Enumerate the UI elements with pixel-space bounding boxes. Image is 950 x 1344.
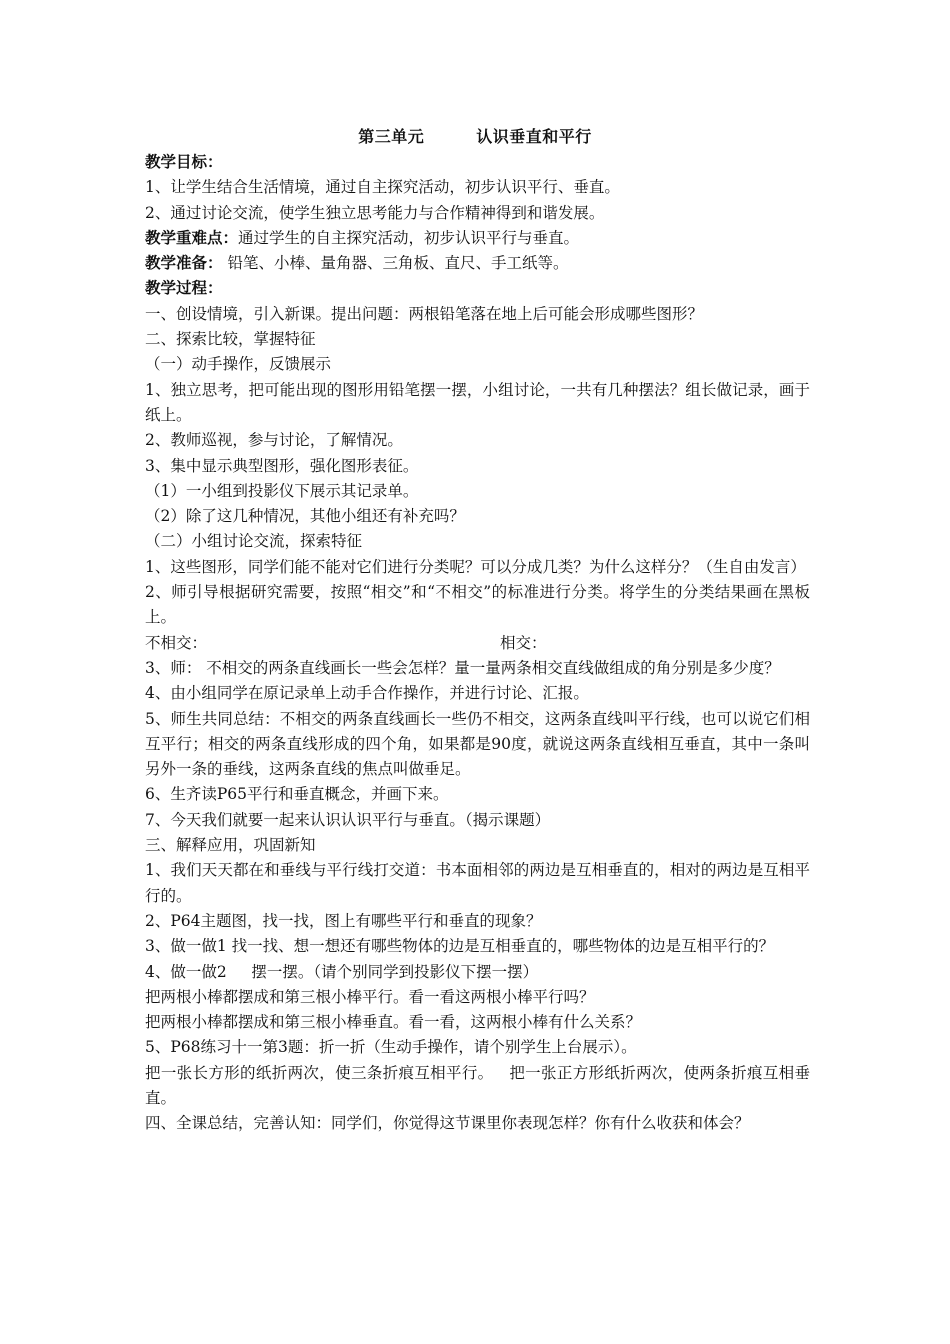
paragraph: 7、今天我们就要一起来认识认识平行与垂直。（揭示课题）	[145, 810, 551, 829]
section-heading: 二、探索比较，掌握特征	[145, 330, 316, 349]
paragraph: 一、创设情境，引入新课。提出问题：两根铅笔落在地上后可能会形成哪些图形？	[145, 304, 704, 323]
paragraph: 1、这些图形，同学们能不能对它们进行分类呢？可以分成几类？为什么这样分？（生自由发言）	[145, 557, 806, 576]
goals-heading: 教学目标：	[145, 153, 223, 171]
paragraph: 1、独立思考，把可能出现的图形用铅笔摆一摆，小组讨论，一共有几种摆法？组长做记录，画于纸上。	[145, 380, 810, 424]
unit-label: 第三单元	[358, 127, 425, 146]
paragraph: 2、师引导根据研究需要，按照“相交”和“不相交”的标准进行分类。将学生的分类结果画在黑板上。	[145, 583, 810, 627]
paragraph: 4、做一做2 摆一摆。（请个别同学到投影仪下摆一摆）	[145, 962, 539, 981]
paragraph: （2）除了这几种情况，其他小组还有补充吗？	[145, 507, 465, 526]
paragraph: 5、P68练习十一第3题：折一折（生动手操作，请个别学生上台展示）。	[145, 1038, 637, 1057]
key-points	[145, 226, 810, 251]
document-body	[145, 150, 810, 1137]
not-intersecting-label: 不相交：	[145, 633, 208, 652]
subsection-heading: （二）小组讨论交流，探索特征	[145, 532, 363, 551]
key-points-label: 教学重难点：	[145, 228, 239, 247]
key-points-text: 通过学生的自主探究活动，初步认识平行与垂直。	[238, 228, 580, 247]
intersecting-label: 相交：	[500, 633, 547, 652]
paragraph: 3、做一做1 找一找、想一想还有哪些物体的边是互相垂直的，哪些物体的边是互相平行的？	[145, 937, 775, 956]
paragraph: 3、集中显示典型图形，强化图形表征。	[145, 456, 419, 475]
paragraph: 4、由小组同学在原记录单上动手合作操作，并进行讨论、汇报。	[145, 684, 589, 703]
paragraph: 5、师生共同总结：不相交的两条直线画长一些仍不相交，这两条直线叫平行线，也可以说它们相互平行；相交的两条直线形成的四个角，如果都是90度，就说这两条直线相互垂直，其中一条叫另外一条的垂线，这两条直线的焦点叫做垂足。	[145, 709, 810, 779]
paragraph: 1、我们天天都在和垂线与平行线打交道：书本面相邻的两边是互相垂直的，相对的两边是互相平行的。	[145, 861, 810, 905]
section-heading: 三、解释应用，巩固新知	[145, 836, 316, 855]
page-title	[0, 124, 950, 150]
materials	[145, 251, 810, 276]
paragraph: 6、生齐读P65平行和垂直概念，并画下来。	[145, 785, 449, 804]
paragraph: 把两根小棒都摆成和第三根小棒平行。看一看这两根小棒平行吗？	[145, 987, 595, 1006]
goal-item: 1、让学生结合生活情境，通过自主探究活动，初步认识平行、垂直。	[145, 178, 620, 197]
paragraph: 3、师： 不相交的两条直线画长一些会怎样？量一量两条相交直线做组成的角分别是多少度？	[145, 658, 780, 677]
goal-item: 2、通过讨论交流，使学生独立思考能力与合作精神得到和谐发展。	[145, 203, 605, 222]
topic-label: 认识垂直和平行	[476, 127, 592, 146]
materials-label: 教学准备：	[145, 254, 223, 273]
paragraph: 把一张长方形的纸折两次，使三条折痕互相平行。 把一张正方形纸折两次，使两条折痕互相垂直。	[145, 1063, 810, 1107]
paragraph: 2、教师巡视，参与讨论，了解情况。	[145, 431, 403, 450]
subsection-heading: （一）动手操作，反馈展示	[145, 355, 332, 374]
paragraph: （1）一小组到投影仪下展示其记录单。	[145, 481, 419, 500]
paragraph: 四、全课总结，完善认知：同学们，你觉得这节课里你表现怎样？你有什么收获和体会？	[145, 1114, 750, 1133]
classification-row	[145, 631, 810, 656]
process-heading: 教学过程：	[145, 279, 223, 298]
materials-text: 铅笔、小棒、量角器、三角板、直尺、手工纸等。	[222, 254, 569, 273]
paragraph: 把两根小棒都摆成和第三根小棒垂直。看一看，这两根小棒有什么关系？	[145, 1013, 642, 1032]
paragraph: 2、P64主题图，找一找，图上有哪些平行和垂直的现象？	[145, 911, 542, 930]
